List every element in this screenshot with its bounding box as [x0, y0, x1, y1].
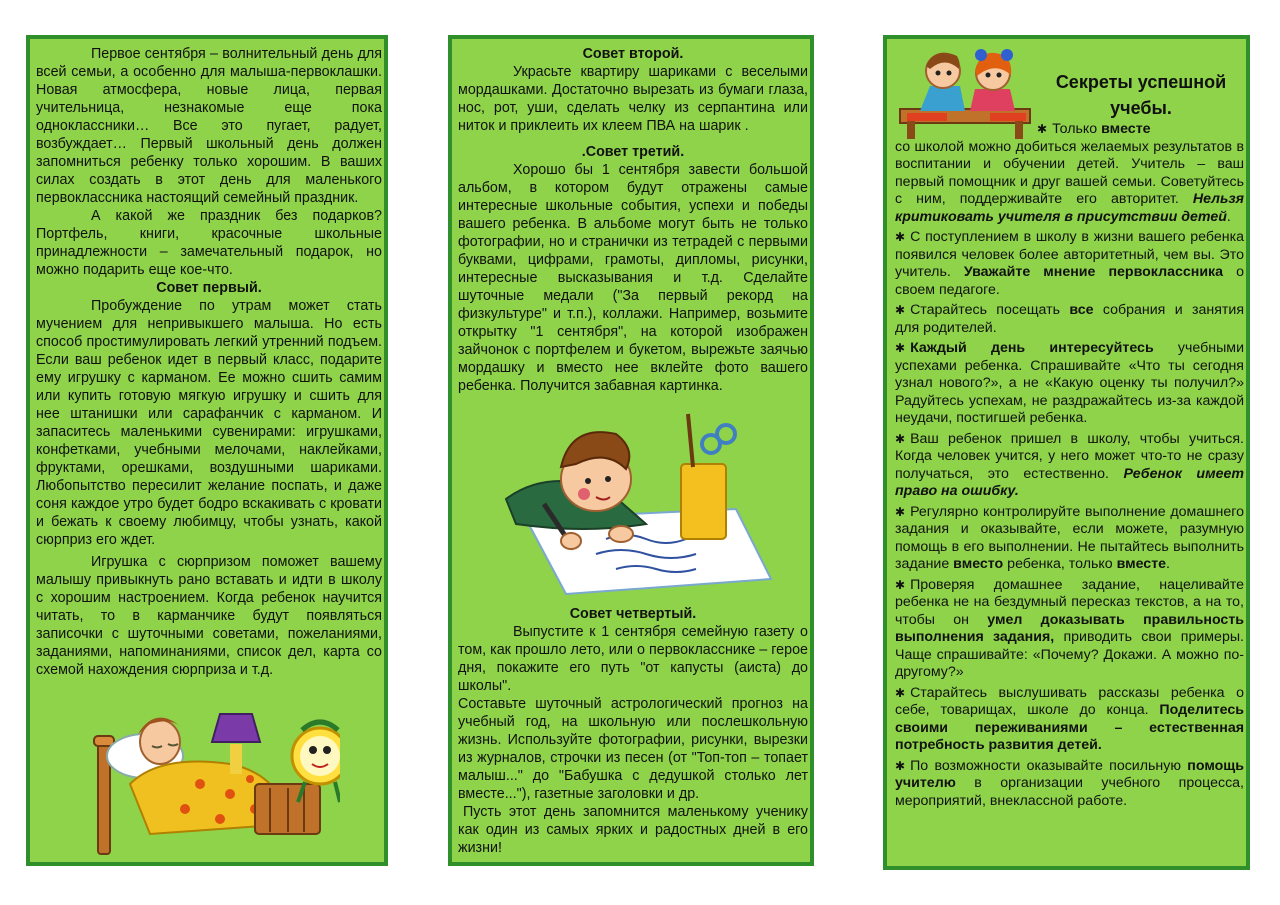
advice-4-paragraph: Выпустите к 1 сентября семейную газету о том, как прошло лето, или о первокласснике – герое дня, покажите его путь "от капусты (аиста) до школы". — [458, 624, 808, 694]
column-1-text — [36, 45, 382, 679]
advice-1-paragraph: Пробуждение по утрам может стать мучением для непривыкшего малыша. Но есть способ простимулировать легкий утренний подъем. Если ваш ребенок идет в первый класс, подарите ему игрушку с карманом. Ее можно сшить самим или купить готовую мягкую игрушку и сшить для нее штанишки или сарафанчик с карманом. И запаситесь маленькими сувенирами: игрушками, конфетками, учебными мелочами, наклейками, фруктами, орешками, воздушными шариками. Любопытство пересилит желание поспать, и даже соня каждое утро будет бодро вскакивать с кровати и бежать к своему любимцу, чтобы узнать, какой сюрприз его ждет. — [36, 298, 382, 548]
column-3 — [883, 35, 1250, 870]
tip-5: ✱ Ваш ребенок пришел в школу, чтобы учиться. Когда человек учится, у него может что-то не сразу получаться, это естественно. Ребенок имеет право на ошибку. — [895, 430, 1244, 499]
gifts-paragraph: А какой же праздник без подарков? Портфель, книги, красочные школьные принадлежности – замечательный подарок, но можно подарить еще кое-что. — [36, 208, 382, 278]
asterisk-icon: ✱ — [895, 685, 906, 700]
tip-8: ✱ Старайтесь выслушивать рассказы ребенка о себе, товарищах, школе до конца. Поделитесь своими переживаниями – естественная потребность развития детей. — [895, 684, 1244, 753]
asterisk-icon: ✱ — [895, 577, 906, 592]
tip-1: ✱ Только вместе — [1037, 121, 1151, 137]
asterisk-icon: ✱ — [1037, 122, 1048, 136]
page-title: Секреты успешной учебы. — [1055, 72, 1227, 118]
asterisk-icon: ✱ — [895, 341, 906, 355]
column-2-top-text — [458, 45, 808, 395]
advice-4-heading: Совет четвертый. — [569, 606, 697, 622]
advice-2-heading: Совет второй. — [582, 46, 684, 62]
tip-3: ✱ Старайтесь посещать все собрания и занятия для родителей. — [895, 302, 1244, 336]
tip-7: ✱ Проверяя домашнее задание, нацеливайте ребенка не на бездумный пересказ текстов, а на то, чтобы он умел доказывать правильность выполнения задания, приводить свои примеры. Чаще спрашивайте: «Почему? Докажи. А можно по-другому?» — [895, 576, 1244, 680]
asterisk-icon: ✱ — [895, 230, 906, 244]
intro-paragraph: Первое сентября – волнительный день для всей семьи, а особенно для малыша-первоклашки. Новая атмосфера, новые лица, первая учительница, незнакомые еще пока одноклассники… Все это пугает, радует, возбуждает… Первый школьный день должен запомниться ребенку только хорошим. В ваших силах создать в этот день для маленького первоклассника настоящий семейный праздник. — [36, 46, 382, 206]
asterisk-icon: ✱ — [895, 504, 906, 519]
advice-1-heading: Совет первый. — [156, 280, 262, 296]
tip-2: ✱ С поступлением в школу в жизни вашего ребенка появился человек более авторитетный, чем вы. Это учитель. Уважайте мнение первоклассника о своем педагоге. — [895, 229, 1244, 298]
tip-1-continued: со школой можно добиться желаемых результатов в воспитании и обучении детей. Учитель – ваш первый помощник и друг вашей семьи. Советуйтесь с ним, поддерживайте его авторитет. Нельзя критиковать учителя в присутствии детей. — [895, 138, 1244, 225]
asterisk-icon: ✱ — [895, 431, 906, 446]
advice-3-heading: .Совет третий. — [581, 144, 685, 160]
advice-4-paragraph-2: Составьте шуточный астрологический прогноз на учебный год, на школьную или послешкольную жизнь. Используйте фотографии, рисунки, вырезки из журналов, строчки из песен (от "Топ-топ – топает малыш..." до "Бабушка с дедушкой столько лет вместе..."), газетные заголовки и др. — [458, 696, 808, 802]
asterisk-icon: ✱ — [895, 758, 906, 773]
writing-child-illustration — [496, 409, 776, 599]
closing-paragraph: Пусть этот день запомнится маленькому ученику как один из самых ярких и радостных дней в его жизни! — [458, 804, 808, 856]
tips-list — [895, 121, 1244, 810]
asterisk-icon: ✱ — [895, 303, 906, 317]
tip-4: ✱ Каждый день интересуйтесь учебными успехами ребенка. Спрашивайте «Что ты сегодня узнал нового?», а не «Какую оценку ты получил?» Радуйтесь успехам, не раздражайтесь из-за каждой неудачи, постигшей ребенка. — [895, 340, 1244, 426]
advice-3-paragraph: Хорошо бы 1 сентября завести большой альбом, в котором будут отражены самые интересные школьные события, успехи и победы вашего ребенка. В альбоме могут быть не только фотографии, но и странички из тетрадей с первыми буквами, цифрами, грамоты, дипломы, рисунки, интересные высказывания и т.д. Сделайте шуточные медали ("За первый рекорд на физкультуре" и т.п.), коллажи. Например, возьмите открытку "1 сентября", на которой изображен зайчонок с портфелем и букетом, вырежьте заячью мордашку и вместо нее вклейте фото вашего ребенка. Получится забавная картинка. — [458, 162, 808, 394]
advice-2-paragraph: Украсьте квартиру шариками с веселыми мордашками. Достаточно вырезать из бумаги глаза, нос, рот, уши, сделать челку из серпантина или ниток и приклеить их клеем ПВА на шарик . — [458, 64, 808, 134]
tip-6: ✱ Регулярно контролируйте выполнение домашнего задания и оказывайте, если можете, разумную помощь в его выполнении. Не пытайтесь выполнить задание вместо ребенка, только вместе. — [895, 503, 1244, 572]
column-2-bottom-text — [458, 605, 808, 857]
column-1 — [26, 35, 388, 866]
advice-1-paragraph-2: Игрушка с сюрпризом поможет вашему малышу привыкнуть рано вставать и идти в школу с хорошим настроением. Когда ребенок научится читать, то в карманчике будут появляться записочки с шуточными советами, пожеланиями, заданиями, напоминаниями, список дел, карта со схемой нахождения сюрприза и т.д. — [36, 554, 382, 678]
tip-9: ✱ По возможности оказывайте посильную помощь учителю в организации учебного процесса, мероприятий, внеклассной работе. — [895, 757, 1244, 809]
sleeping-child-illustration — [90, 684, 340, 859]
column-2 — [448, 35, 814, 866]
